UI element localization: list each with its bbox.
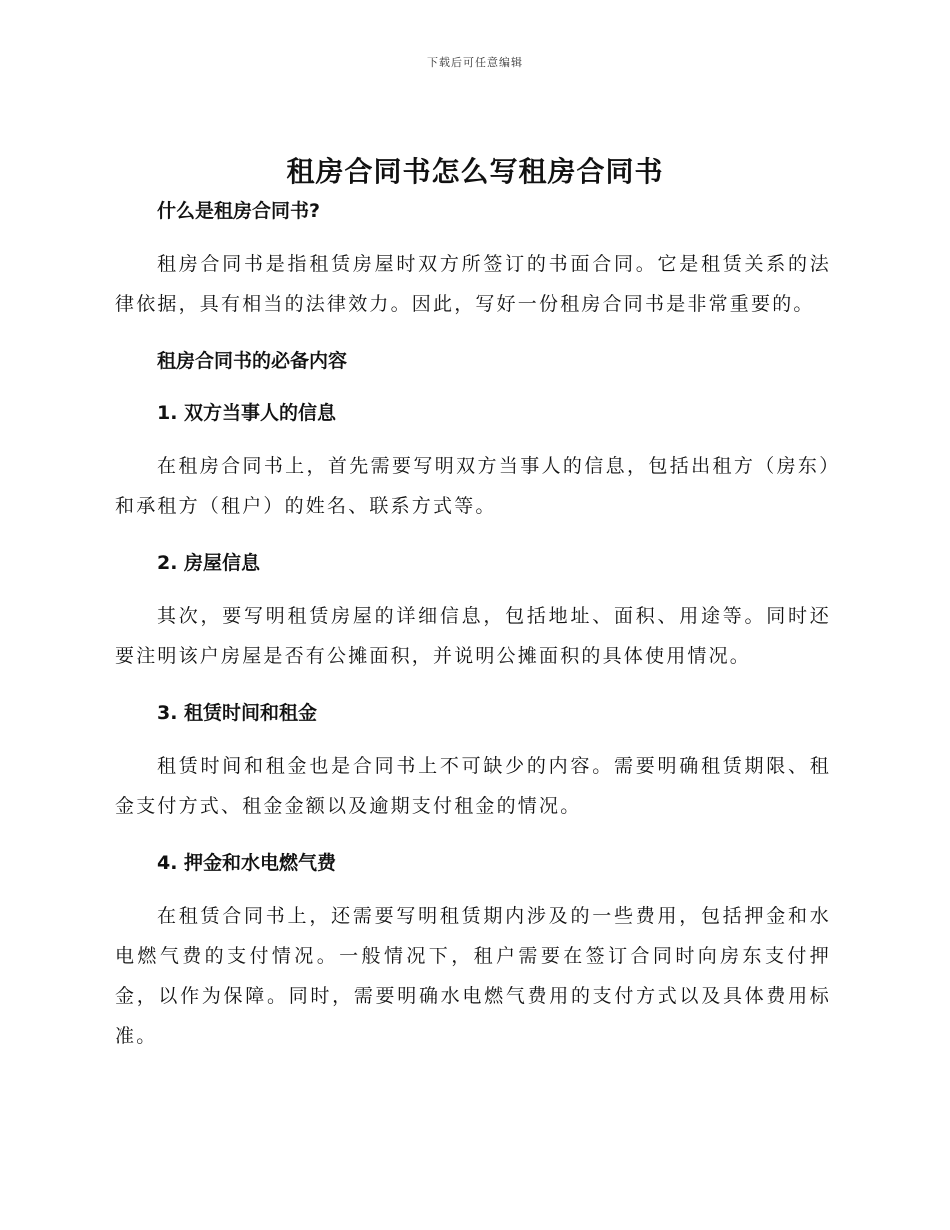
document-body [115,196,831,1056]
section-heading-what-is: 什么是租房合同书? [157,200,321,222]
section-heading-house-info: 2. 房屋信息 [157,552,261,574]
section-paragraph-parties: 在租房合同书上，首先需要写明双方当事人的信息，包括出租方（房东）和承租方（租户）的姓名、联系方式等。 [115,455,831,517]
section-heading-term-and-rent: 3. 租赁时间和租金 [157,702,318,724]
section-paragraph-what-is: 租房合同书是指租赁房屋时双方所签订的书面合同。它是租赁关系的法律依据，具有相当的法律效力。因此，写好一份租房合同书是非常重要的。 [115,253,831,315]
section-heading-parties: 1. 双方当事人的信息 [157,402,337,424]
section-paragraph-term-and-rent: 租赁时间和租金也是合同书上不可缺少的内容。需要明确租赁期限、租金支付方式、租金金额以及逾期支付租金的情况。 [115,755,831,817]
section-heading-required-content: 租房合同书的必备内容 [157,350,348,372]
header-note: 下载后可任意编辑 [427,56,523,69]
page-title: 租房合同书怎么写租房合同书 [286,155,664,188]
section-paragraph-deposit-utilities: 在租赁合同书上，还需要写明租赁期内涉及的一些费用，包括押金和水电燃气费的支付情况。一般情况下，租户需要在签订合同时向房东支付押金，以作为保障。同时，需要明确水电燃气费用的支付方式以及具体费用标准。 [115,905,831,1047]
section-paragraph-house-info: 其次，要写明租赁房屋的详细信息，包括地址、面积、用途等。同时还要注明该户房屋是否有公摊面积，并说明公摊面积的具体使用情况。 [115,605,831,667]
section-heading-deposit-utilities: 4. 押金和水电燃气费 [157,852,337,874]
